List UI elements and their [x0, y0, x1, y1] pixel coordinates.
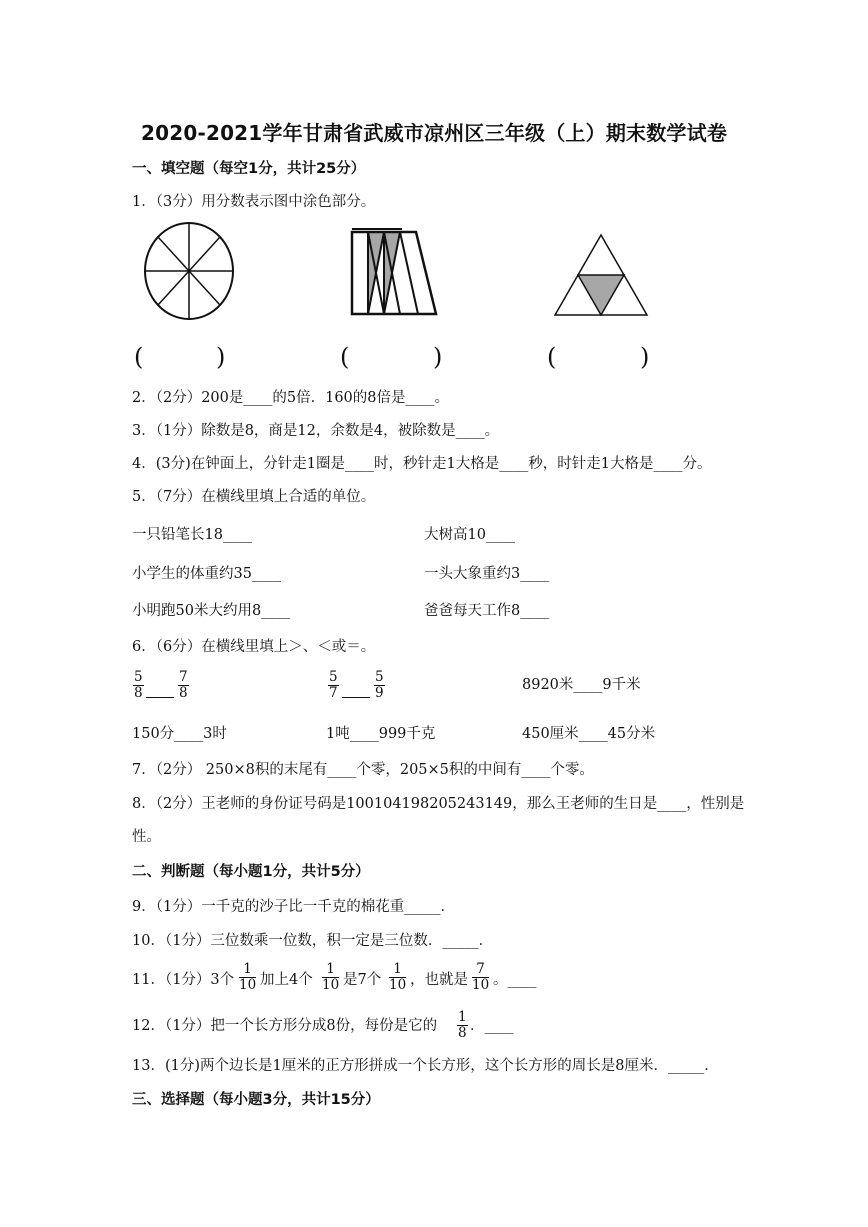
question-8: 8．（2分）王老师的身份证号码是100104198205243149，那么王老师的生日是____，性别是 [132, 796, 745, 812]
answer-paren-open-3: ( [547, 343, 557, 371]
fraction: $\frac{1}{10}$ [389, 961, 407, 993]
answer-paren-open-1: ( [134, 343, 144, 371]
fraction: $\frac{1}{8}$ [458, 1009, 467, 1041]
unit-item: 一头大象重约3____ [424, 566, 550, 582]
question-4: 4．(3分)在钟面上，分针走1圈是____时，秒针走1大格是____秒，时针走1大格是____分。 [132, 456, 712, 472]
fraction: $\frac{5}{8}$ [134, 669, 143, 701]
question-11-part: ，也就是 [410, 972, 468, 988]
question-11-part: 。____ [493, 972, 537, 988]
unit-item: 小明跑50米大约用8____ [132, 603, 291, 619]
answer-blank[interactable] [146, 685, 174, 698]
question-1: 1．（3分）用分数表示图中涂色部分。 [132, 194, 376, 210]
answer-paren-close-2: ) [433, 343, 443, 371]
answer-paren-close-1: ) [216, 343, 226, 371]
question-7: 7．（2分） 250×8积的末尾有____个零，205×5积的中间有____个零。 [132, 762, 594, 778]
question-13: 13．(1分)两个边长是1厘米的正方形拼成一个长方形，这个长方形的周长是8厘米．_____． [132, 1058, 719, 1074]
fraction: $\frac{1}{10}$ [322, 961, 340, 993]
question-5: 5．（7分）在横线里填上合适的单位。 [132, 489, 376, 505]
compare-item: 1吨____999千克 [326, 726, 436, 742]
unit-item: 爸爸每天工作8____ [424, 603, 550, 619]
fraction: $\frac{5}{9}$ [375, 669, 384, 701]
unit-item: 大树高10____ [424, 527, 515, 543]
question-2: 2．（2分）200是____的5倍．160的8倍是____。 [132, 390, 450, 406]
answer-blank[interactable] [342, 685, 370, 698]
answer-paren-close-3: ) [640, 343, 650, 371]
question-6: 6．（6分）在横线里填上＞、＜或＝。 [132, 639, 376, 655]
compare-item: 8920米____9千米 [522, 677, 641, 693]
question-11-part: 加上4个 [260, 972, 313, 988]
question-3: 3．（1分）除数是8，商是12，余数是4，被除数是____。 [132, 423, 500, 439]
question-9: 9．（1分）一千克的沙子比一千克的棉花重_____． [132, 899, 455, 915]
question-8-continued: 性。 [132, 829, 161, 845]
compare-item: 450厘米____45分米 [522, 726, 656, 742]
section-choice-heading: 三、选择题（每小题3分，共计15分） [132, 1092, 380, 1108]
fraction: $\frac{5}{7}$ [329, 669, 338, 701]
fraction: $\frac{1}{10}$ [239, 961, 257, 993]
question-11-part: 是7个 [343, 972, 382, 988]
answer-paren-open-2: ( [340, 343, 350, 371]
circle-figure [143, 221, 235, 321]
section-judge-heading: 二、判断题（每小题1分，共计5分） [132, 864, 370, 880]
unit-item: 一只铅笔长18____ [132, 527, 252, 543]
section-fill-heading: 一、填空题（每空1分，共计25分） [132, 161, 366, 177]
compare-item: 150分____3时 [132, 726, 227, 742]
fraction: $\frac{7}{8}$ [179, 669, 188, 701]
question-12-part: 12．（1分）把一个长方形分成8份，每份是它的 [132, 1018, 438, 1034]
unit-item: 小学生的体重约35____ [132, 566, 281, 582]
question-11-part: 11．（1分）3个 [132, 972, 235, 988]
question-10: 10．（1分）三位数乘一位数，积一定是三位数．_____． [132, 933, 494, 949]
fraction: $\frac{7}{10}$ [472, 961, 490, 993]
question-12-part: ．____ [470, 1018, 514, 1034]
parallelogram-figure [344, 228, 442, 318]
page-title: 2020-2021学年甘肃省武威市凉州区三年级（上）期末数学试卷 [140, 121, 728, 145]
triangle-figure [553, 233, 649, 319]
